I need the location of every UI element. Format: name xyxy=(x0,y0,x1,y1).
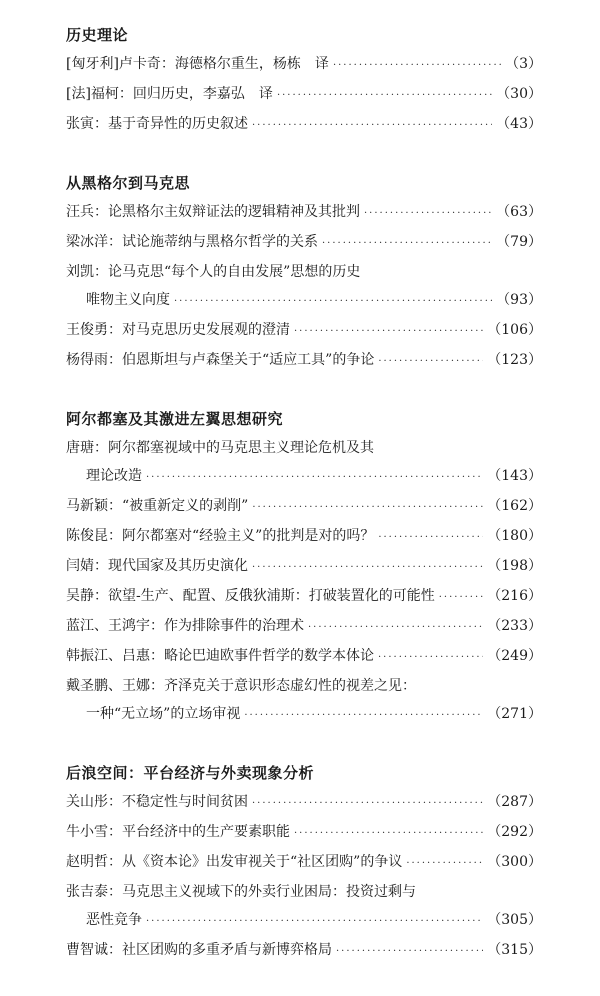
entry-title: [法]福柯：回归历史，李嘉弘 译 xyxy=(66,86,273,102)
dot-leader xyxy=(294,820,483,848)
dot-leader xyxy=(252,112,492,140)
toc-entry[interactable] xyxy=(66,228,542,258)
entry-title: [匈牙利]卢卡奇：海德格尔重生，杨栋 译 xyxy=(66,56,329,72)
dot-leader xyxy=(252,554,483,582)
dot-leader xyxy=(174,288,492,316)
toc-entry[interactable] xyxy=(66,700,542,730)
page-number: （3） xyxy=(505,56,542,72)
page-number: （106） xyxy=(487,322,542,338)
toc-section xyxy=(66,170,542,376)
entry-title: 韩振江、吕惠：略论巴迪欧事件哲学的数学本体论 xyxy=(66,648,374,664)
entry-title: 杨得雨：伯恩斯坦与卢森堡关于“适应工具”的争论 xyxy=(66,352,375,368)
page-number: （315） xyxy=(487,942,542,958)
page-number: （216） xyxy=(487,588,542,604)
entry-title-line1[interactable]: 戴圣鹏、王娜：齐泽克关于意识形态虚幻性的视差之见： xyxy=(66,678,416,694)
page-number: （180） xyxy=(487,528,542,544)
entry-title: 唯物主义向度 xyxy=(86,292,170,308)
toc-entry[interactable] xyxy=(66,492,542,522)
dot-leader xyxy=(146,908,483,936)
dot-leader xyxy=(244,702,483,730)
page-number: （63） xyxy=(496,204,542,220)
entry-title: 关山彤：不稳定性与时间贫困 xyxy=(66,794,248,810)
entry-title-line1[interactable]: 唐瑭：阿尔都塞视域中的马克思主义理论危机及其 xyxy=(66,440,374,456)
page-number: （271） xyxy=(487,706,542,722)
toc-entry[interactable] xyxy=(66,346,542,376)
section-title: 后浪空间：平台经济与外卖现象分析 xyxy=(66,764,315,782)
toc-entry[interactable] xyxy=(66,50,542,80)
toc-entry[interactable] xyxy=(66,552,542,582)
section-title: 阿尔都塞及其激进左翼思想研究 xyxy=(66,410,284,428)
page-number: （43） xyxy=(496,116,542,132)
entry-title: 王俊勇：对马克思历史发展观的澄清 xyxy=(66,322,290,338)
toc-section xyxy=(66,760,542,966)
page-number: （287） xyxy=(487,794,542,810)
toc-entry[interactable] xyxy=(66,110,542,140)
page-number: （143） xyxy=(487,468,542,484)
entry-title: 曹智诚：社区团购的多重矛盾与新博弈格局 xyxy=(66,942,332,958)
toc-entry[interactable] xyxy=(66,612,542,642)
page-number: （300） xyxy=(487,854,542,870)
entry-title: 理论改造 xyxy=(86,468,142,484)
toc-entry[interactable] xyxy=(66,788,542,818)
dot-leader xyxy=(146,464,483,492)
dot-leader xyxy=(364,200,492,228)
toc-entry[interactable] xyxy=(66,848,542,878)
toc-entry[interactable] xyxy=(66,582,542,612)
entry-title: 蓝江、王鸿宇：作为排除事件的治理术 xyxy=(66,618,304,634)
dot-leader xyxy=(378,524,483,552)
entry-title: 吴静：欲望-生产、配置、反俄狄浦斯：打破装置化的可能性 xyxy=(66,588,435,604)
dot-leader xyxy=(378,348,483,376)
entry-title: 闫婧：现代国家及其历史演化 xyxy=(66,558,248,574)
toc-section xyxy=(66,22,542,140)
toc-entry[interactable] xyxy=(66,936,542,966)
toc-entry[interactable] xyxy=(66,818,542,848)
page-number: （305） xyxy=(487,912,542,928)
entry-title: 陈俊昆：阿尔都塞对“经验主义”的批判是对的吗？ xyxy=(66,528,375,544)
entry-title: 梁冰洋：试论施蒂纳与黑格尔哲学的关系 xyxy=(66,234,318,250)
toc-entry[interactable] xyxy=(66,462,542,492)
toc-entry[interactable] xyxy=(66,906,542,936)
page-number: （30） xyxy=(496,86,542,102)
dot-leader xyxy=(439,584,484,612)
toc-entry[interactable] xyxy=(66,522,542,552)
dot-leader xyxy=(252,790,483,818)
entry-title: 赵明哲：从《资本论》出发审视关于“社区团购”的争议 xyxy=(66,854,403,870)
dot-leader xyxy=(336,938,483,966)
page-number: （162） xyxy=(487,498,542,514)
page-number: （292） xyxy=(487,824,542,840)
toc-entry[interactable] xyxy=(66,80,542,110)
toc-entry[interactable] xyxy=(66,642,542,672)
page-number: （93） xyxy=(496,292,542,308)
toc-section xyxy=(66,406,542,730)
section-title: 历史理论 xyxy=(66,26,129,44)
entry-title: 恶性竞争 xyxy=(86,912,142,928)
toc-entry[interactable] xyxy=(66,316,542,346)
entry-title: 张寅：基于奇异性的历史叙述 xyxy=(66,116,248,132)
toc-entry[interactable] xyxy=(66,286,542,316)
dot-leader xyxy=(252,494,483,522)
table-of-contents xyxy=(66,12,542,996)
section-title: 从黑格尔到马克思 xyxy=(66,174,191,192)
dot-leader xyxy=(277,82,492,110)
page-number: （249） xyxy=(487,648,542,664)
page-number: （123） xyxy=(487,352,542,368)
dot-leader xyxy=(308,614,483,642)
entry-title-line1[interactable]: 刘凯：论马克思“每个人的自由发展”思想的历史 xyxy=(66,264,361,280)
page-number: （79） xyxy=(496,234,542,250)
dot-leader xyxy=(406,850,483,878)
page-number: （198） xyxy=(487,558,542,574)
dot-leader xyxy=(294,318,483,346)
entry-title-line1[interactable]: 张吉泰：马克思主义视域下的外卖行业困局：投资过剩与 xyxy=(66,884,416,900)
entry-title: 马新颖：“被重新定义的剥削” xyxy=(66,498,249,514)
toc-entry[interactable] xyxy=(66,198,542,228)
dot-leader xyxy=(333,52,501,80)
page-number: （233） xyxy=(487,618,542,634)
entry-title: 汪兵：论黑格尔主奴辩证法的逻辑精神及其批判 xyxy=(66,204,360,220)
entry-title: 牛小雪：平台经济中的生产要素职能 xyxy=(66,824,290,840)
dot-leader xyxy=(378,644,483,672)
dot-leader xyxy=(322,230,492,258)
entry-title: 一种“无立场”的立场审视 xyxy=(86,706,241,722)
